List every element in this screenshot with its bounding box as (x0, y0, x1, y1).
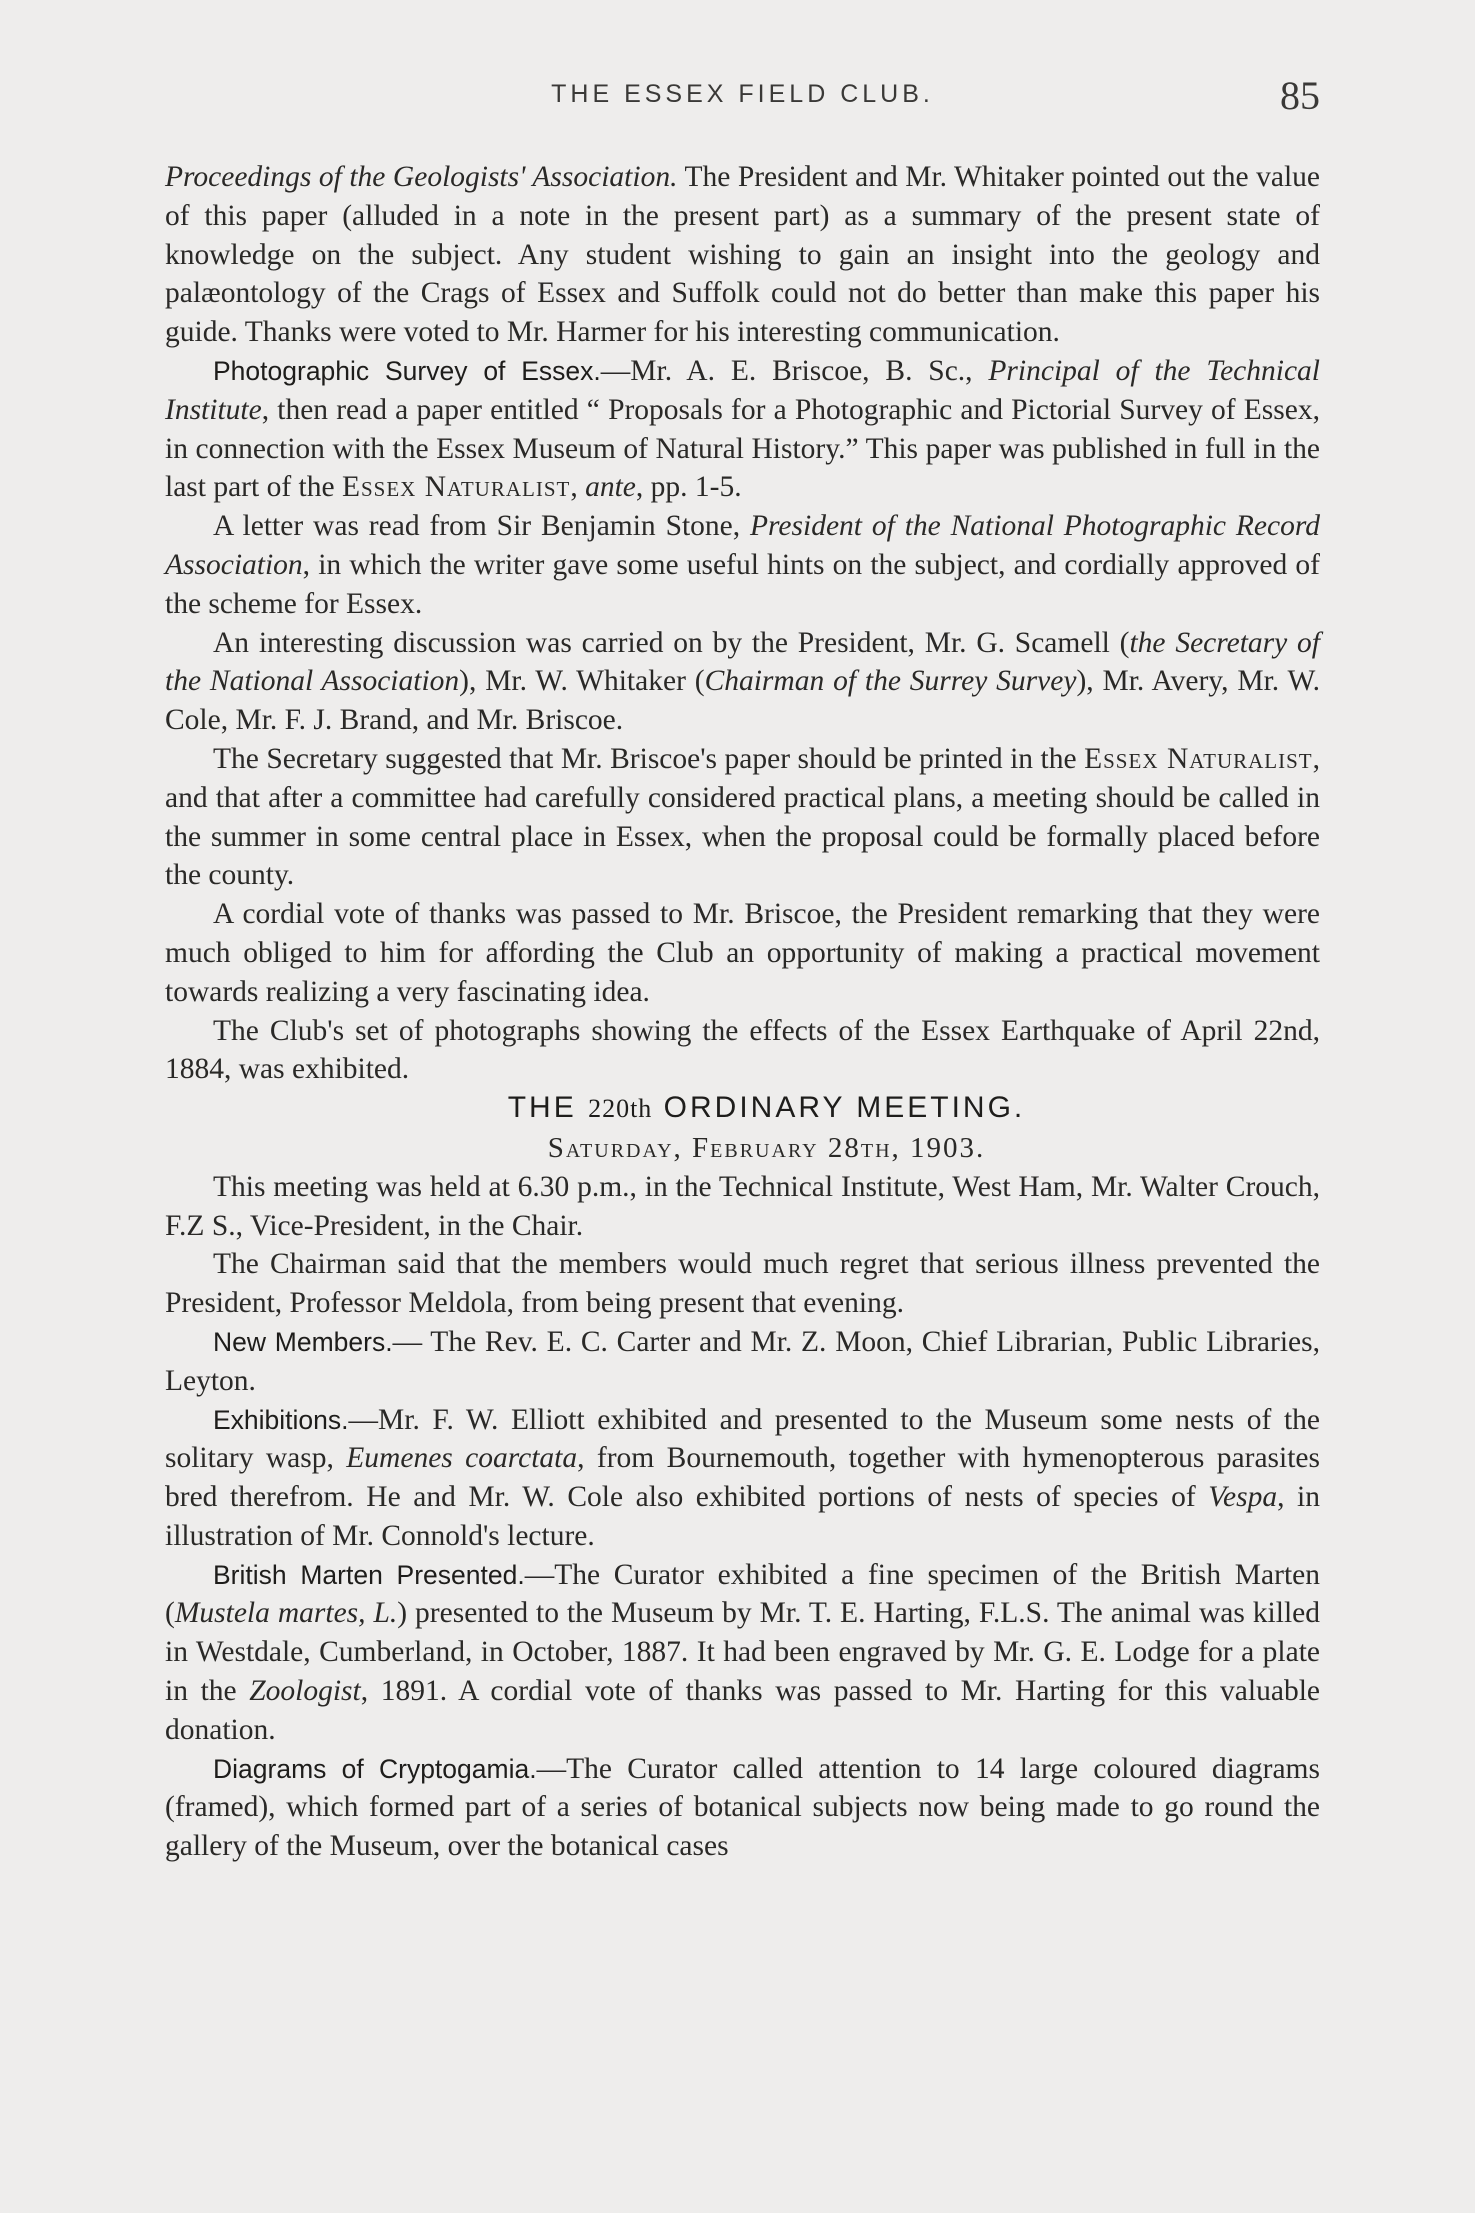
text: — The Rev. E. C. Carter and Mr. Z. Moon, Chief Librarian, Public Libraries, Leyton. (165, 1325, 1320, 1397)
text: A cordial vote of thanks was passed to Mr. Briscoe, the President remarking that they were much obliged to him for affording the Club an opportunity of making a practical movement towards realizing a very fascinating idea. (165, 898, 1320, 1008)
text: , 1891. A cordial vote of thanks was passed to Mr. Harting for this valuable donation. (165, 1675, 1320, 1746)
paragraph-meeting-held (165, 1168, 1320, 1246)
section-heading: Photographic Survey of Essex. (213, 355, 601, 386)
text: The Secretary suggested that Mr. Briscoe's paper should be printed in the (213, 742, 1085, 775)
text: , and that after a committee had carefully considered practical plans, a meeting should be called in the summer in some central place in Essex, when the proposal could be formally placed before the county. (165, 742, 1320, 892)
running-header (165, 72, 1320, 122)
paragraph-new-members (165, 1323, 1320, 1401)
italic-text: Chairman of the Surrey Survey (704, 665, 1077, 698)
text: , pp. 1-5. (635, 471, 742, 504)
paragraph-cryptogamia (165, 1750, 1320, 1866)
text: ) presented to the Museum by Mr. T. E. Harting, F.L.S. The animal was killed in Westdale, Cumberland, in October, 1887. It had been engraved by Mr. G. E. Lodge for a plate in the (165, 1597, 1320, 1708)
meeting-title-part: ORDINARY MEETING. (652, 1091, 1026, 1125)
italic-text: Eumenes coarctata (346, 1442, 578, 1475)
text: , from Bournemouth, together with hymenopterous parasites bred therefrom. He and Mr. W. Cole also exhibited portions of nests of species of (165, 1442, 1320, 1514)
journal-name: Essex Naturalist (341, 471, 571, 504)
text: —Mr. A. E. Briscoe, B. Sc., (600, 354, 989, 387)
paragraph-photographic-survey (165, 352, 1320, 507)
paragraph-discussion (165, 624, 1320, 740)
text: The Chairman said that the members would much regret that serious illness prevented the President, Professor Meldola, from being present that evening. (165, 1248, 1320, 1320)
meeting-date: Saturday, February 28th, 1903. (547, 1131, 986, 1164)
meeting-title (165, 1089, 1320, 1129)
text: A letter was read from Sir Benjamin Stone, (213, 510, 751, 543)
italic-text: President of the National Photographic Record Association (165, 510, 1320, 581)
section-heading: Diagrams of Cryptogamia. (213, 1753, 537, 1784)
italic-text: Proceedings of the Geologists' Association. (165, 161, 678, 193)
text: The Club's set of photographs showing the effects of the Essex Earthquake of April 22nd, 1884, was exhibited. (165, 1014, 1320, 1086)
text: ), Mr. W. Whitaker ( (459, 665, 705, 698)
body-text (165, 158, 1320, 1866)
italic-text: Principal of the Technical Institute (165, 354, 1320, 426)
text: , then read a paper entitled “ Proposals for a Photographic and Pictorial Survey of Essex, in connection with the Essex Museum of Natural History.” This paper was published in full in the last part of the (165, 393, 1320, 504)
text: ), Mr. Avery, Mr. W. Cole, Mr. F. J. Brand, and Mr. Briscoe. (165, 665, 1320, 737)
text: The President and Mr. Whitaker pointed out the value of this paper (alluded in a note in the present part) as a summary of the present state of knowledge on the subject. Any student wishing to gain an insight into the geology and palæontology of the Crags of Essex and Suffolk could not do better than make this paper his guide. Thanks were voted to Mr. Harmer for his interesting communication. (165, 161, 1320, 349)
paragraph-chairman (165, 1245, 1320, 1323)
text: —Mr. F. W. Elliott exhibited and presented to the Museum some nests of the solitary wasp, (165, 1403, 1320, 1475)
text: , (570, 471, 586, 504)
section-heading: British Marten Presented. (213, 1559, 525, 1590)
text: , in which the writer gave some useful hints on the subject, and cordially approved of the scheme for Essex. (165, 548, 1320, 620)
text: This meeting was held at 6.30 p.m., in the Technical Institute, West Ham, Mr. Walter Crouch, F.Z S., Vice-President, in the Chair. (165, 1170, 1320, 1242)
paragraph-vote-of-thanks (165, 895, 1320, 1011)
italic-text: Zoologist (249, 1675, 361, 1708)
running-title: THE ESSEX FIELD CLUB. (551, 80, 934, 108)
paragraph-letter (165, 507, 1320, 623)
paragraph-exhibitions (165, 1401, 1320, 1556)
text: —The Curator called attention to 14 large coloured diagrams (framed), which formed part of a series of botanical subjects now being made to go round the gallery of the Museum, over the botanical cases (165, 1752, 1320, 1863)
paragraph-earthquake-photos (165, 1012, 1320, 1090)
paragraph-geologists (165, 158, 1320, 352)
text: , in illustration of Mr. Connold's lecture. (165, 1481, 1320, 1552)
meeting-title-part: THE (507, 1091, 589, 1125)
italic-text: Mustela martes, L. (174, 1597, 398, 1630)
paragraph-british-marten (165, 1556, 1320, 1750)
section-heading: New Members. (213, 1326, 393, 1357)
italic-text: ante (585, 471, 636, 504)
paragraph-secretary (165, 740, 1320, 895)
meeting-ordinal: 220th (588, 1094, 653, 1124)
section-heading: Exhibitions. (213, 1404, 349, 1435)
italic-text: Vespa (1208, 1481, 1278, 1514)
italic-text: the Secretary of the National Association (165, 626, 1321, 698)
journal-name: Essex Naturalist (1084, 742, 1313, 775)
page-number: 85 (1280, 73, 1320, 118)
text: —The Curator exhibited a fine specimen of the British Marten ( (165, 1558, 1320, 1630)
text: An interesting discussion was carried on by the President, Mr. G. Scamell ( (213, 626, 1130, 659)
